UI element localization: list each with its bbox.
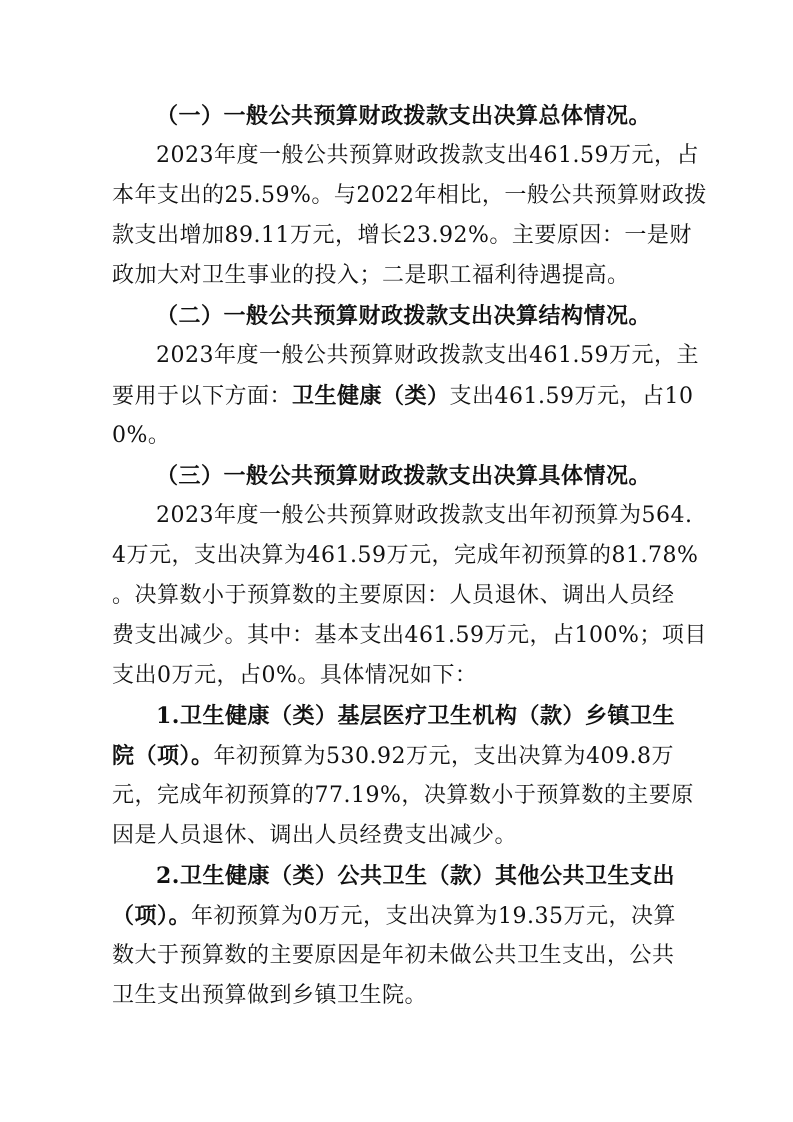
paragraph-line [112,736,680,776]
paragraph-line: 费支出减少。其中：基本支出461.59万元，占100%；项目 [112,623,707,648]
paragraph-line: 本年支出的25.59%。与2022年相比，一般公共预算财政拨 [112,183,707,208]
paragraph-line: 4万元，支出决算为461.59万元，完成年初预算的81.78% [112,543,699,568]
paragraph-line: 2023年度一般公共预算财政拨款支出461.59万元，主 [156,343,699,368]
paragraph-line: 。决算数小于预算数的主要原因：人员退休、调出人员经 [112,583,675,608]
item-title-text: （项）。 [112,903,192,929]
paragraph-line: 卫生支出预算做到乡镇卫生院。 [112,983,428,1008]
item-1-title [112,696,680,736]
paragraph-line: 因是人员退休、调出人员经费支出减少。 [112,823,518,848]
paragraph-line: 政加大对卫生事业的投入；二是职工福利待遇提高。 [112,263,630,288]
document-page [112,96,707,1016]
paragraph-line: 0%。 [112,423,171,448]
paragraph-line: 2023年度一般公共预算财政拨款支出461.59万元，占 [156,143,699,168]
item-title-text: 1.卫生健康（类）基层医疗卫生机构（款）乡镇卫生 [156,703,675,729]
paragraph-line: 支出0万元，占0%。具体情况如下： [112,663,478,688]
section-1-heading: （一）一般公共预算财政拨款支出决算总体情况。 [156,103,652,129]
paragraph-text: 年初预算为0万元，支出决算为19.35万元，决算 [191,904,676,929]
item-title-text: 2.卫生健康（类）公共卫生（款）其他公共卫生支出 [156,863,675,889]
paragraph-line [112,376,694,416]
category-label: 卫生健康（类） [292,383,450,409]
section-2-heading: （二）一般公共预算财政拨款支出决算结构情况。 [156,303,652,329]
paragraph-line: 款支出增加89.11万元，增长23.92%。主要原因：一是财 [112,223,692,248]
item-title-text: 院（项）。 [112,743,214,769]
paragraph-line [112,896,680,936]
section-3-heading: （三）一般公共预算财政拨款支出决算具体情况。 [156,463,652,489]
paragraph-line: 2023年度一般公共预算财政拨款支出年初预算为564. [156,503,693,528]
paragraph-line: 数大于预算数的主要原因是年初未做公共卫生支出，公共 [112,943,675,968]
paragraph-text: 支出461.59万元，占10 [449,384,694,409]
paragraph-text: 年初预算为530.92万元，支出决算为409.8万 [213,744,674,769]
paragraph-text: 要用于以下方面： [112,384,293,409]
item-2-title [112,856,680,896]
paragraph-line: 元，完成年初预算的77.19%，决算数小于预算数的主要原 [112,783,694,808]
